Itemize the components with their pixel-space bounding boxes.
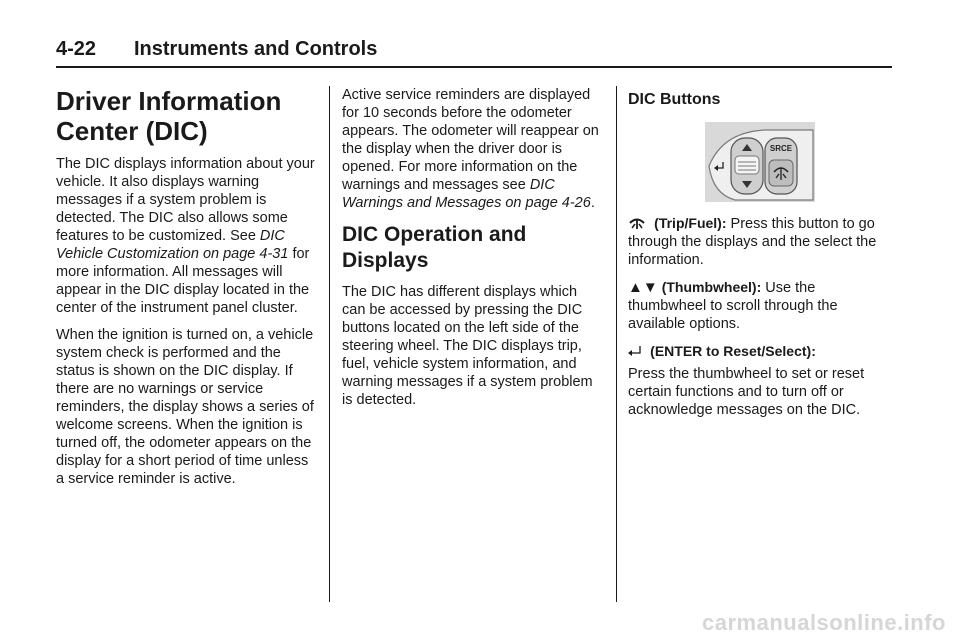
watermark: carmanualsonline.info [702, 610, 946, 635]
page-header [56, 36, 892, 68]
dic-heading: Driver Information Center (DIC) [56, 86, 282, 146]
dic-buttons-heading: DIC Buttons [628, 91, 721, 108]
trip-fuel-label: (Trip/Fuel): [654, 215, 727, 231]
thumbwheel-text: Use the thumbwheel to scroll through the available options. [628, 280, 838, 332]
paragraph-text: . [590, 195, 595, 211]
column-left [56, 86, 318, 497]
column-right [628, 86, 892, 428]
enter-label-line [628, 342, 892, 361]
enter-label: (ENTER to Reset/Select): [650, 343, 816, 359]
dic-intro-paragraph [56, 155, 318, 317]
page-number: 4-22 [56, 38, 97, 60]
dic-operation-heading: DIC Operation and Displays [342, 223, 527, 272]
service-reminder-paragraph [342, 86, 604, 212]
trip-fuel-description [628, 214, 892, 269]
column-middle [342, 86, 604, 418]
srce-label: SRCE [769, 144, 793, 153]
trip-fuel-icon [628, 215, 650, 232]
paragraph-text: for more information. All messages will appear in the DIC display located in the center of the instrument panel cluster. [56, 246, 310, 316]
cross-reference-link[interactable]: DIC Vehicle Customization on page 4-31 [56, 228, 289, 262]
steering-wheel-controls-image [705, 122, 815, 202]
dic-buttons-illustration [705, 122, 815, 202]
paragraph-text: Active service reminders are displayed for 10 seconds before the odometer appears. The odometer will reappear on the display when the driver door is opened. For more information on the warnings and messages see [342, 87, 599, 193]
paragraph-text: The DIC displays information about your vehicle. It also displays warning messages if a system problem is detected. The DIC also allows some features to be customized. See [56, 156, 315, 244]
enter-icon [628, 343, 646, 360]
thumbwheel-label: (Thumbwheel): [661, 279, 762, 295]
column-divider [329, 86, 330, 602]
column-divider [616, 86, 617, 602]
enter-description: Press the thumbwheel to set or reset certain functions and to turn off or acknowledge messages on the DIC. [628, 366, 865, 418]
cross-reference-link[interactable]: DIC Warnings and Messages on page 4-26 [342, 177, 591, 211]
thumbwheel-up-down-icon: ▲▼ [628, 279, 658, 296]
ignition-paragraph: When the ignition is turned on, a vehicle system check is performed and the status is shown on the DIC display. If there are no warnings or service reminders, the display shows a series of welcome screens. When the ignition is turned off, the odometer appears on the display for a short period of time unless a service reminder is active. [56, 327, 314, 487]
trip-fuel-text: Press this button to go through the displays and the select the information. [628, 216, 877, 268]
dic-operation-paragraph: The DIC has different displays which can be accessed by pressing the DIC buttons located on the left side of the steering wheel. The DIC displays trip, fuel, vehicle system information, and warning messages if a system problem is detected. [342, 284, 593, 408]
thumbwheel-description [628, 278, 892, 333]
section-title: Instruments and Controls [134, 38, 378, 60]
